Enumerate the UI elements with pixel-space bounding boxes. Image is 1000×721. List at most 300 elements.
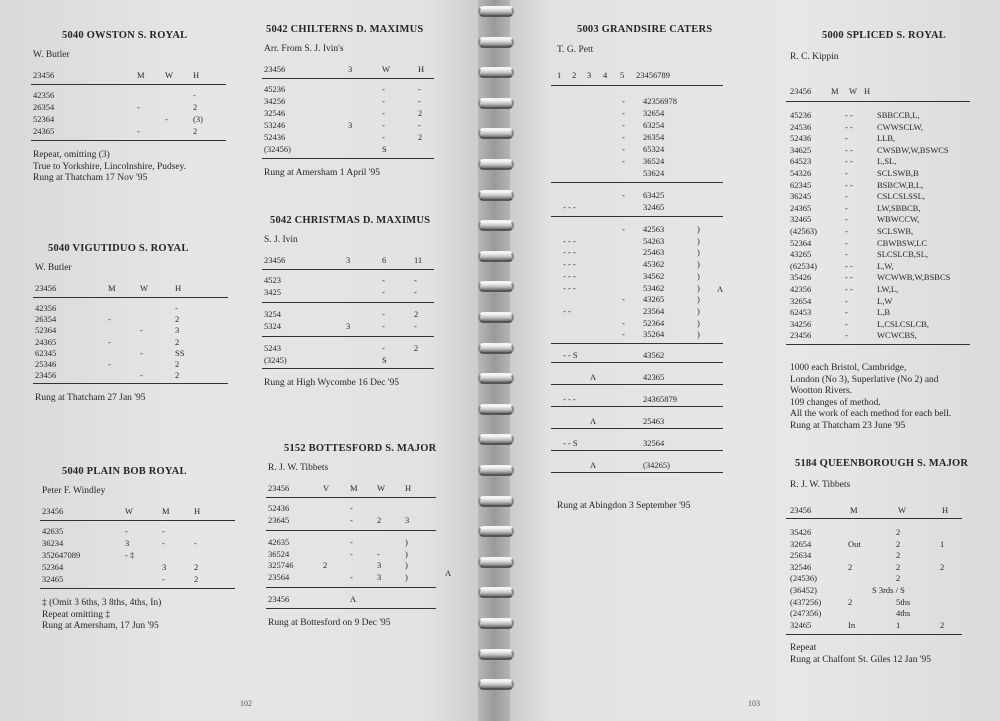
course-end: 52364 (643, 317, 665, 328)
binding-coil (478, 159, 514, 170)
call-mark: 2 (414, 309, 419, 319)
column-header: 5 (620, 70, 625, 80)
call-mark: - (845, 202, 848, 213)
call-mark: ) (405, 548, 408, 559)
call-mark: 2 (418, 108, 423, 118)
bracket: ) (697, 259, 700, 270)
binding-coil (478, 496, 514, 507)
call-mark: - (108, 359, 111, 369)
call-mark: - (414, 275, 417, 285)
column-header: 23456789 (636, 70, 670, 80)
course-end: (3245) (264, 354, 287, 365)
call-mark: - (418, 96, 421, 106)
composition-note: Rung at Chalfont St. Giles 12 Jan '95 (790, 655, 932, 665)
course-end: 52436 (790, 133, 812, 144)
column-header: W (125, 506, 134, 516)
section-rule (551, 428, 723, 429)
bracket: ) (697, 224, 700, 234)
call-mark: - (194, 538, 197, 548)
binding-coil (478, 128, 514, 139)
course-end: 32465 (643, 202, 665, 212)
course-end: 24365 (35, 336, 57, 347)
composition-note: Repeat omitting ‡ (42, 609, 111, 620)
call-mark: 2 (940, 619, 945, 630)
header-rule (33, 297, 228, 298)
course-end: 65324 (643, 144, 665, 154)
course-end: 23564 (268, 571, 290, 582)
course-end: (247356) (790, 608, 822, 619)
call-mark: - (845, 249, 848, 260)
composer-name: Arr. From S. J. Ivin's (264, 44, 344, 54)
column-header: M (350, 483, 358, 493)
bracket-label: A (445, 568, 452, 578)
page-number: 103 (748, 699, 760, 708)
footer-rule (40, 588, 235, 589)
section-rule (551, 472, 723, 473)
call-mark: - (382, 286, 385, 297)
call-mark: - ‡ (125, 550, 135, 560)
call-mark: A (350, 594, 357, 604)
call-mark: 2 (896, 561, 901, 572)
call-mark: 2 (896, 538, 901, 549)
call-mark: S (382, 144, 387, 154)
section-rule (266, 587, 436, 588)
call-mark: S (382, 354, 387, 365)
column-header: 23456 (33, 70, 55, 80)
composition-note: Rung at Amersham, 17 Jun '95 (42, 621, 159, 631)
method-order: WCWWB,W,BSBCS (877, 272, 951, 283)
course-end: 34256 (264, 96, 286, 106)
column-header: W (165, 70, 174, 80)
bracket: ) (697, 247, 700, 258)
course-end: 52364 (790, 237, 812, 248)
column-header: M (137, 70, 145, 80)
call-mark: 2 (175, 314, 180, 325)
course-end: 32465 (42, 574, 64, 584)
header-rule (786, 101, 970, 102)
course-end: 35264 (643, 329, 665, 340)
section-rule (262, 336, 434, 337)
course-end: 24365879 (643, 394, 677, 404)
call-mark: A (590, 416, 597, 426)
right-page (500, 0, 1000, 721)
composition-note: ‡ (Omit 3 6ths, 3 8ths, 4ths, In) (42, 598, 162, 608)
course-end: 42563 (643, 224, 665, 234)
course-end: (34265) (643, 460, 670, 470)
call-mark: - (845, 168, 848, 178)
call-mark: 2 (940, 561, 945, 572)
course-end: 26354 (33, 102, 55, 112)
column-header: M (831, 86, 839, 96)
composition-title: 5152 BOTTESFORD S. MAJOR (284, 443, 437, 454)
section-rule (262, 302, 434, 303)
call-mark: - (845, 307, 848, 318)
course-end: 24536 (790, 121, 812, 132)
composition-note: Rung at Bottesford on 9 Dec '95 (268, 617, 391, 628)
column-header: H (942, 505, 949, 515)
call-mark: 1 (896, 619, 901, 630)
course-end: 42356 (33, 90, 55, 100)
header-rule (266, 497, 436, 498)
call-mark: Out (848, 538, 861, 549)
course-end: 52364 (42, 562, 64, 572)
course-end: 43265 (790, 249, 812, 260)
call-mark: 3 (377, 560, 382, 570)
composition-note: Rung at Thatcham 27 Jan '95 (35, 393, 146, 404)
footer-rule (266, 608, 436, 609)
call-mark: ) (405, 571, 408, 582)
course-end: 32654 (790, 538, 812, 549)
course-end: 32546 (790, 561, 812, 572)
call-mark: - (845, 237, 848, 248)
binding-coil (478, 220, 514, 231)
call-mark: - (622, 108, 625, 118)
call-mark: 3 (125, 538, 130, 548)
call-mark: - (622, 156, 625, 166)
composition-note: Wootton Rivers. (790, 386, 853, 396)
course-end: 36245 (790, 191, 812, 202)
call-mark: - - (845, 144, 853, 155)
composer-name: R. J. W. Tibbets (790, 480, 851, 490)
header-rule (786, 518, 962, 519)
bracket: ) (697, 270, 700, 281)
course-end: (62534) (790, 260, 817, 271)
bracket: ) (697, 282, 700, 293)
call-mark: 2 (414, 343, 419, 353)
binding-coil (478, 343, 514, 354)
course-end: 52436 (264, 132, 286, 142)
column-header: 3 (346, 255, 351, 265)
course-end: (32456) (264, 144, 291, 154)
call-mark: - (377, 548, 380, 559)
call-mark: - (418, 84, 421, 94)
call-mark: - (845, 191, 848, 202)
call-mark: - (845, 295, 848, 306)
section-rule (266, 530, 436, 531)
course-end: 45362 (643, 259, 665, 270)
composition-note: London (No 3), Superlative (No 2) and (790, 374, 939, 385)
binding-coil (478, 281, 514, 292)
composer-name: W. Butler (33, 50, 70, 60)
call-mark: - (382, 275, 385, 285)
composition-title: 5184 QUEENBOROUGH S. MAJOR (795, 458, 969, 469)
call-mark: - (137, 102, 140, 112)
column-header: V (323, 483, 330, 493)
composition-title: 5042 CHRISTMAS D. MAXIMUS (270, 215, 431, 226)
method-order: SCLSWB,B (877, 168, 919, 178)
bracket: ) (697, 317, 700, 328)
call-mark: - (622, 190, 625, 200)
page-number: 102 (240, 699, 252, 708)
section-rule (551, 216, 723, 217)
course-end: 43265 (643, 294, 665, 305)
course-end: 63425 (643, 190, 665, 200)
column-header: H (175, 283, 182, 293)
course-end: 25463 (643, 416, 665, 426)
call-mark: - - (563, 305, 571, 316)
call-mark: - (350, 537, 353, 547)
column-header: 23456 (264, 255, 286, 265)
call-mark: - (382, 108, 385, 118)
course-end: (42563) (790, 226, 817, 236)
section-rule (551, 406, 723, 407)
course-end: 63254 (643, 120, 665, 130)
composer-name: Peter F. Windley (42, 486, 106, 496)
call-mark: - - (845, 179, 853, 190)
method-order: L,B (877, 307, 890, 318)
course-end: (36452) (790, 585, 817, 595)
composition-note: Rung at Thatcham 23 June '95 (790, 420, 906, 431)
call-mark: - (622, 120, 625, 130)
call-mark: - (622, 294, 625, 305)
section-rule (551, 450, 723, 451)
section-rule (551, 384, 723, 385)
call-mark: 2 (194, 574, 199, 584)
column-header: 23456 (268, 483, 290, 493)
composition-title: 5040 PLAIN BOB ROYAL (62, 466, 187, 477)
call-mark: 4ths (896, 608, 911, 619)
call-mark: - - - (563, 202, 576, 212)
call-mark: - (350, 548, 353, 559)
call-mark: 3 (175, 325, 180, 336)
composer-name: W. Butler (35, 263, 72, 273)
course-end: 42356978 (643, 96, 677, 106)
bracket: ) (697, 329, 700, 340)
course-end: 23645 (268, 514, 290, 525)
call-mark: - - (845, 272, 853, 283)
call-mark: - (382, 343, 385, 353)
course-end: 32654 (790, 295, 812, 306)
section-rule (551, 182, 723, 183)
call-mark: - (382, 309, 385, 319)
course-end: 26354 (35, 314, 57, 325)
section-rule (551, 362, 723, 363)
call-mark: - (162, 538, 165, 548)
course-end: 36524 (268, 548, 290, 559)
method-order: SBBCCB,L, (877, 110, 920, 120)
call-mark: 3 (405, 514, 410, 525)
footer-rule (262, 368, 434, 369)
binding-coil (478, 557, 514, 568)
call-mark: - (193, 90, 196, 100)
call-mark: - (622, 132, 625, 142)
call-mark: - (622, 224, 625, 234)
composition-note: Repeat (790, 643, 817, 653)
call-mark: - (382, 84, 385, 94)
binding-coil (478, 98, 514, 109)
method-order: LW,SBBCB, (877, 202, 921, 213)
column-header: W (377, 483, 386, 493)
composition-title: 5003 GRANDSIRE CATERS (577, 24, 713, 35)
call-mark: - (108, 336, 111, 347)
column-header: 23456 (42, 506, 64, 516)
method-order: BSBCW,B,L, (877, 179, 924, 190)
course-end: 62453 (790, 307, 812, 318)
column-header: 4 (603, 70, 608, 80)
call-mark: 2 (377, 514, 382, 525)
composer-name: R. J. W. Tibbets (268, 463, 329, 473)
column-header: H (405, 483, 412, 493)
binding-coil (478, 373, 514, 384)
composition-note: 109 changes of method. (790, 397, 881, 408)
course-end: 25463 (643, 247, 665, 258)
call-mark: - - - (563, 282, 576, 293)
call-mark: - (418, 120, 421, 130)
call-mark: In (848, 619, 856, 630)
course-end: 34562 (643, 270, 665, 281)
call-mark: - (382, 320, 385, 331)
call-mark: - (350, 503, 353, 513)
call-mark: - - - (563, 270, 576, 281)
binding-coil (478, 251, 514, 262)
course-end: 62345 (790, 179, 812, 190)
header-rule (262, 78, 434, 79)
call-mark: - (350, 571, 353, 582)
course-end: 325746 (268, 560, 294, 570)
call-mark: 2 (848, 596, 853, 607)
composition-title: 5040 VIGUTIDUO S. ROYAL (48, 243, 189, 254)
method-order: CWSBW,W,BSWCS (877, 144, 949, 155)
course-end: 42365 (643, 372, 665, 382)
call-mark: - (622, 144, 625, 154)
call-mark: A (590, 460, 597, 470)
call-mark: - (175, 303, 178, 313)
method-order: CBWBSW,LC (877, 237, 927, 248)
course-end: 5243 (264, 343, 281, 353)
call-mark: - (622, 96, 625, 106)
column-header: M (162, 506, 170, 516)
column-header: 6 (382, 255, 387, 265)
call-mark: - (350, 514, 353, 525)
footer-rule (33, 383, 228, 384)
footer-rule (31, 140, 226, 141)
call-mark: SS (175, 347, 185, 358)
column-header: 3 (587, 70, 592, 80)
binding-coil (478, 312, 514, 323)
course-end: 42356 (790, 284, 812, 294)
course-end: (24536) (790, 573, 817, 584)
composition-title: 5042 CHILTERNS D. MAXIMUS (266, 24, 424, 35)
binding-coil (478, 587, 514, 598)
composition-note: True to Yorkshire, Lincolnshire, Pudsey. (33, 161, 187, 172)
course-end: 45236 (264, 84, 286, 94)
call-mark: 2 (175, 359, 180, 369)
call-mark: - (845, 133, 848, 144)
call-mark: 2 (175, 336, 180, 347)
footer-rule (786, 344, 970, 345)
call-mark: - (414, 320, 417, 331)
column-header: W (382, 64, 391, 74)
method-order: LW,L, (877, 284, 899, 294)
column-header: 2 (572, 70, 577, 80)
call-mark: 3 (346, 320, 351, 331)
call-mark: - (162, 574, 165, 584)
course-end: 352647089 (42, 550, 81, 560)
course-end: 32546 (264, 108, 286, 118)
call-mark: - (108, 314, 111, 325)
course-end: 23456 (268, 594, 290, 604)
composition-note: Repeat, omitting (3) (33, 150, 110, 160)
call-mark: - (125, 526, 128, 536)
course-end: 32654 (643, 108, 665, 118)
course-end: 5324 (264, 320, 281, 331)
call-mark: - (382, 132, 385, 142)
call-mark: - - - (563, 259, 576, 270)
bracket: ) (697, 235, 700, 246)
method-order: CWWSCLW, (877, 121, 924, 132)
column-header: W (898, 505, 907, 515)
call-mark: ) (405, 560, 408, 570)
call-mark: - - (845, 110, 853, 120)
column-header: 23456 (790, 505, 812, 515)
bracket: ) (697, 305, 700, 316)
course-end: 42356 (35, 303, 57, 313)
binding-coil (478, 618, 514, 629)
course-end: 32465 (790, 214, 812, 225)
course-end: 53246 (264, 120, 286, 130)
course-end: 32564 (643, 438, 665, 448)
column-header: 3 (348, 64, 353, 74)
call-mark: - (845, 226, 848, 236)
call-mark: - - (845, 260, 853, 271)
composer-name: T. G. Pett (557, 45, 594, 55)
call-mark: 5ths (896, 596, 911, 607)
course-end: 24365 (790, 202, 812, 213)
call-mark: - - - (563, 394, 576, 404)
course-end: 23456 (790, 330, 812, 341)
course-end: 53462 (643, 282, 665, 293)
call-mark: 2 (323, 560, 328, 570)
footer-rule (786, 634, 962, 635)
course-end: 23456 (35, 370, 57, 381)
course-end: 52436 (268, 503, 290, 513)
course-end: 34625 (790, 144, 812, 155)
composition-note: Rung at Thatcham 17 Nov '95 (33, 173, 148, 183)
method-order: WCWCBS, (877, 330, 917, 341)
header-rule (262, 269, 434, 270)
course-end: 54263 (643, 235, 665, 246)
course-end: 35426 (790, 527, 812, 537)
method-order: CSLCSLSSL, (877, 191, 925, 202)
course-end: 25346 (35, 359, 57, 369)
call-mark: 2 (193, 102, 198, 112)
binding-coil (478, 679, 514, 690)
call-mark: 2 (418, 132, 423, 142)
course-end: 36234 (42, 538, 64, 548)
composer-name: S. J. Ivin (264, 235, 298, 245)
course-end: 62345 (35, 347, 57, 358)
call-mark: 2 (896, 550, 901, 561)
binding-coil (478, 649, 514, 660)
course-end: 42635 (42, 526, 64, 536)
call-mark: - - (845, 156, 853, 167)
call-mark: - (382, 120, 385, 130)
composition-note: Rung at High Wycombe 16 Dec '95 (264, 378, 399, 388)
composition-title: 5040 OWSTON S. ROYAL (62, 30, 188, 41)
column-header: 23456 (790, 86, 812, 96)
method-order: L,W (877, 295, 893, 306)
call-mark: 2 (896, 527, 901, 537)
course-end: 52364 (35, 325, 57, 336)
course-end: 36524 (643, 156, 665, 166)
call-mark: - (845, 318, 848, 329)
column-header: W (140, 283, 149, 293)
course-end: 3254 (264, 309, 281, 319)
call-mark: - - - (563, 247, 576, 258)
course-end: 42635 (268, 537, 290, 547)
call-mark: 3 (348, 120, 353, 130)
column-header: H (194, 506, 201, 516)
